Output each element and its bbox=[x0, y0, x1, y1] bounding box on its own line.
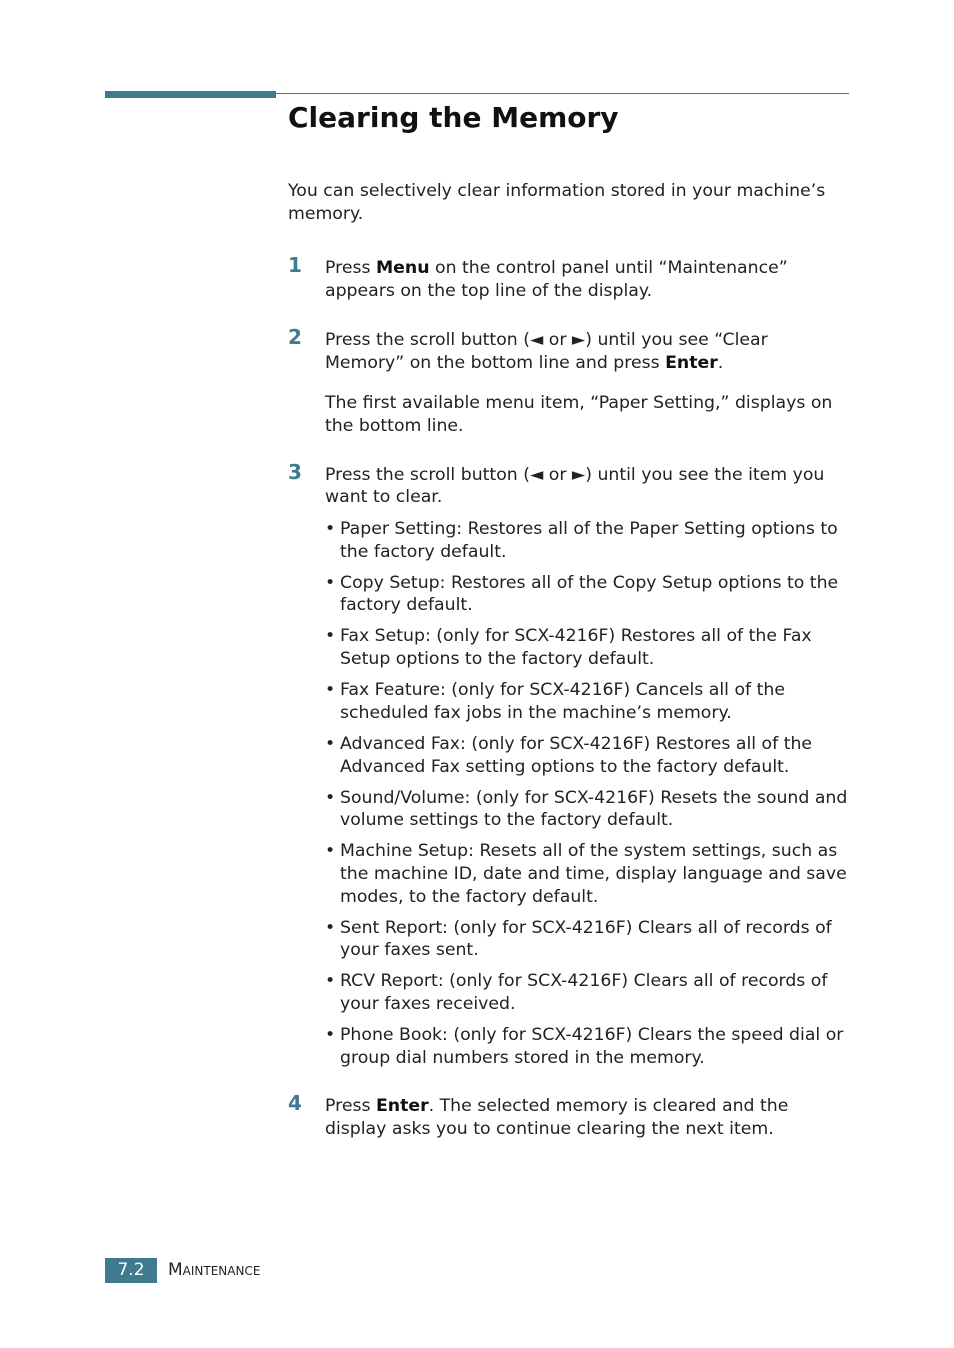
chapter-label: Maintenance bbox=[168, 1260, 261, 1280]
step-4 bbox=[288, 1091, 852, 1140]
enter-key-label: Enter bbox=[665, 352, 718, 373]
list-item: • Copy Setup: Restores all of the Copy Setup options to the factory default. bbox=[325, 572, 839, 616]
step-text: Press Enter. The selected memory is cleared and the display asks you to continue clearing the next item. bbox=[325, 1096, 789, 1140]
step-1 bbox=[288, 253, 852, 302]
list-item: • Machine Setup: Resets all of the system settings, such as the machine ID, date and time, display language and save modes, to the factory default. bbox=[325, 841, 847, 907]
header-rule-thin bbox=[276, 93, 849, 94]
list-item: • Phone Book: (only for SCX-4216F) Clears the speed dial or group dial numbers stored in the memory. bbox=[325, 1025, 844, 1068]
header-rule-thick bbox=[105, 91, 276, 98]
step-text: Press Menu on the control panel until “Maintenance” appears on the top line of the display. bbox=[325, 258, 788, 302]
bullet-icon: • bbox=[325, 841, 336, 862]
step-number: 3 bbox=[288, 459, 302, 484]
intro-paragraph: You can selectively clear information stored in your machine’s memory. bbox=[288, 181, 826, 224]
bullet-icon: • bbox=[325, 971, 336, 992]
list-item: • Sent Report: (only for SCX-4216F) Clears all of records of your faxes sent. bbox=[325, 917, 832, 961]
bullet-icon: • bbox=[325, 1025, 336, 1046]
page-number-badge: 7.2 bbox=[105, 1258, 157, 1283]
bullet-icon: • bbox=[325, 626, 336, 647]
bullet-icon: • bbox=[325, 787, 336, 808]
main-content bbox=[288, 180, 852, 1167]
list-item: • Fax Feature: (only for SCX-4216F) Cancels all of the scheduled fax jobs in the machine’s memory. bbox=[325, 680, 785, 723]
list-item: • Advanced Fax: (only for SCX-4216F) Restores all of the Advanced Fax setting options to the factory default. bbox=[325, 733, 813, 777]
step-number: 2 bbox=[288, 324, 302, 349]
step-number: 4 bbox=[288, 1091, 302, 1116]
bullet-icon: • bbox=[325, 917, 336, 938]
step-2 bbox=[288, 324, 852, 438]
enter-key-label: Enter bbox=[375, 1096, 429, 1117]
bullet-icon: • bbox=[325, 733, 336, 754]
list-item: • Fax Setup: (only for SCX-4216F) Restores all of the Fax Setup options to the factory default. bbox=[325, 626, 812, 670]
bullet-icon: • bbox=[325, 572, 336, 593]
list-item: • RCV Report: (only for SCX-4216F) Clears all of records of your faxes received. bbox=[325, 971, 828, 1015]
step-3 bbox=[288, 459, 852, 1070]
step-text: Press the scroll button (◄ or ►) until you see the item you want to clear. bbox=[325, 464, 825, 508]
list-item: • Sound/Volume: (only for SCX-4216F) Resets the sound and volume settings to the factory default. bbox=[325, 787, 848, 831]
page-title: Clearing the Memory bbox=[288, 101, 619, 134]
menu-key-label: Menu bbox=[375, 258, 430, 279]
bullet-icon: • bbox=[325, 680, 336, 701]
step-number: 1 bbox=[288, 253, 302, 278]
bullet-icon: • bbox=[325, 519, 336, 540]
list-item: • Paper Setting: Restores all of the Paper Setting options to the factory default. bbox=[325, 519, 838, 562]
step-text: Press the scroll button (◄ or ►) until you see “Clear Memory” on the bottom line and press Enter. bbox=[325, 329, 768, 373]
step-note: The first available menu item, “Paper Setting,” displays on the bottom line. bbox=[325, 393, 833, 436]
clear-options-list bbox=[325, 518, 852, 1069]
